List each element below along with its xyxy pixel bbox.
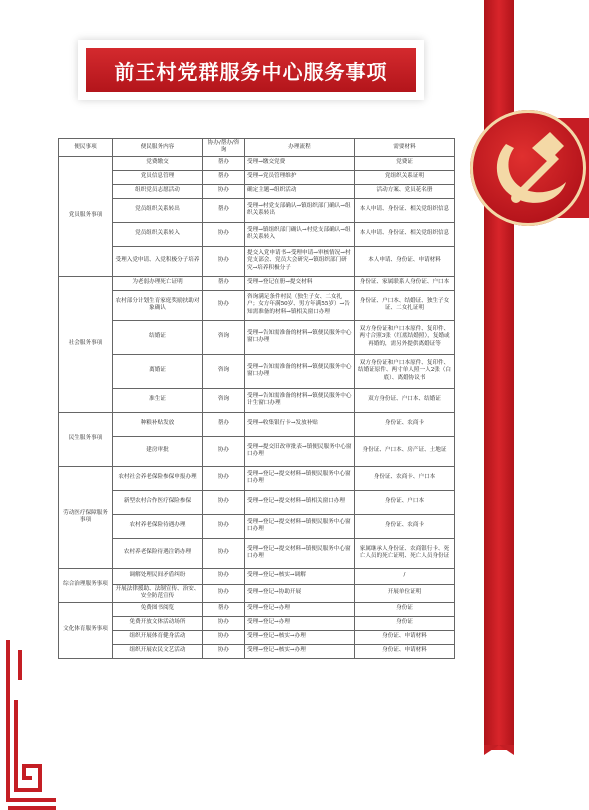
mode-cell: 协办 [203, 466, 245, 490]
table-row [59, 198, 455, 222]
header-content: 便民服务内容 [113, 139, 203, 157]
corner-frame-decoration [0, 640, 60, 810]
table-row [59, 276, 455, 290]
content-cell: 党员组织关系转入 [113, 222, 203, 246]
materials-cell: 身份证 [355, 602, 455, 616]
materials-cell: 身份证、农商卡 [355, 412, 455, 436]
content-cell: 种粮补贴发放 [113, 412, 203, 436]
process-cell: 受理→告知需准备的材料→镇便民服务中心窗口办理 [245, 320, 355, 354]
table-header-row [59, 139, 455, 157]
content-cell: 组织党员志愿活动 [113, 184, 203, 198]
mode-cell: 咨询 [203, 354, 245, 388]
materials-cell: 本人申请、身份证、相关党组织信息 [355, 222, 455, 246]
content-cell: 建房审批 [113, 436, 203, 466]
category-cell: 综合治理服务事项 [59, 568, 113, 602]
content-cell: 组织开展体育健身活动 [113, 630, 203, 644]
table-row [59, 490, 455, 514]
process-cell: 受理→镇组织部门确认→村党支部确认→组织关系转入 [245, 222, 355, 246]
content-cell: 免费开放文体活动场所 [113, 616, 203, 630]
process-cell: 受理→收集银行卡→发放补贴 [245, 412, 355, 436]
materials-cell: / [355, 568, 455, 584]
table-row [59, 436, 455, 466]
table-row [59, 584, 455, 602]
header-mode: 协办/帮办/咨询 [203, 139, 245, 157]
category-cell: 文化体育服务事项 [59, 602, 113, 658]
header-materials: 需要材料 [355, 139, 455, 157]
process-cell: 受理→登记→提交材料→镇便民服务中心窗口办理 [245, 514, 355, 538]
materials-cell: 身份证、户口本 [355, 490, 455, 514]
process-cell: 受理→缴交党费 [245, 156, 355, 170]
content-cell: 党费缴交 [113, 156, 203, 170]
content-cell: 农村社会养老保险参保申报办理 [113, 466, 203, 490]
process-cell: 咨询满足条件村民（独生子女、二女扎户；女方年满50岁、男方年满55岁）→告知需准备的材料→镇相关窗口办理 [245, 290, 355, 320]
content-cell: 结婚证 [113, 320, 203, 354]
materials-cell: 身份证、户口本、结婚证、独生子女证、二女扎证明 [355, 290, 455, 320]
table-row [59, 156, 455, 170]
process-cell: 受理→登记→办理 [245, 616, 355, 630]
mode-cell: 协办 [203, 490, 245, 514]
process-cell: 受理→登记→提交材料→镇便民服务中心窗口办理 [245, 538, 355, 568]
table-row [59, 320, 455, 354]
process-cell: 提交入党申请书→受理申请→审核情况→村党支部会、党员大会研究→镇组织部门研究→培养积极分子 [245, 246, 355, 276]
mode-cell: 咨询 [203, 320, 245, 354]
header-category: 便民事项 [59, 139, 113, 157]
mode-cell: 协办 [203, 568, 245, 584]
table-row [59, 568, 455, 584]
mode-cell: 协办 [203, 184, 245, 198]
content-cell: 党员组织关系转出 [113, 198, 203, 222]
table-row [59, 630, 455, 644]
mode-cell: 帮办 [203, 156, 245, 170]
content-cell: 农村部分计划生育家庭奖励扶助对象确认 [113, 290, 203, 320]
materials-cell: 身份证、申请材料 [355, 630, 455, 644]
mode-cell: 协办 [203, 436, 245, 466]
mode-cell: 协办 [203, 538, 245, 568]
process-cell: 受理→党员管理维护 [245, 170, 355, 184]
page-title: 前王村党群服务中心服务事项 [86, 48, 416, 92]
materials-cell: 家属继承人身份证、农商银行卡、死亡人员的死亡证明、死亡人员身份证 [355, 538, 455, 568]
process-cell: 受理→登记→提交材料→镇相关窗口办理 [245, 490, 355, 514]
process-cell: 受理→告知需准备的材料→镇便民服务中心计生窗口办理 [245, 388, 355, 412]
content-cell: 开展法律援助、法制宣传、治安、安全防范宣传 [113, 584, 203, 602]
table-row [59, 538, 455, 568]
materials-cell: 党组织关系证明 [355, 170, 455, 184]
materials-cell: 身份证 [355, 616, 455, 630]
content-cell: 为老弱办理死亡证明 [113, 276, 203, 290]
process-cell: 受理→告知需准备的材料→镇便民服务中心窗口办理 [245, 354, 355, 388]
mode-cell: 帮办 [203, 276, 245, 290]
process-cell: 受理→提交旧改审批表→镇便民服务中心窗口办理 [245, 436, 355, 466]
table-row [59, 170, 455, 184]
materials-cell: 双方身份证和户口本原件、复印件、两寸合照3张（红底结婚照），复婚或再婚的，需另外提供离婚证等 [355, 320, 455, 354]
mode-cell: 帮办 [203, 170, 245, 184]
mode-cell: 帮办 [203, 198, 245, 222]
mode-cell: 协办 [203, 644, 245, 658]
category-cell: 社会服务事项 [59, 276, 113, 412]
table-body [59, 156, 455, 658]
category-cell: 劳动医疗保障服务事项 [59, 466, 113, 568]
table-row [59, 246, 455, 276]
mode-cell: 协办 [203, 584, 245, 602]
title-banner [78, 40, 424, 100]
process-cell: 受理→登记在册→提交材料 [245, 276, 355, 290]
table-row [59, 184, 455, 198]
materials-cell: 身份证、户口本、房产证、土地证 [355, 436, 455, 466]
mode-cell: 协办 [203, 290, 245, 320]
table-row [59, 412, 455, 436]
content-cell: 新型农村合作医疗保险参保 [113, 490, 203, 514]
materials-cell: 党费证 [355, 156, 455, 170]
table-row [59, 602, 455, 616]
content-cell: 受理入党申请、入党积极分子培养 [113, 246, 203, 276]
process-cell: 受理→登记→核实→办理 [245, 630, 355, 644]
content-cell: 农村养老保险待遇办理 [113, 514, 203, 538]
table-row [59, 354, 455, 388]
mode-cell: 帮办 [203, 412, 245, 436]
table-row [59, 644, 455, 658]
party-emblem-icon [470, 110, 586, 226]
materials-cell: 活动方案、党员花名册 [355, 184, 455, 198]
mode-cell: 协办 [203, 514, 245, 538]
mode-cell: 协办 [203, 222, 245, 246]
process-cell: 受理→登记→提交材料→镇便民服务中心窗口办理 [245, 466, 355, 490]
content-cell: 离婚证 [113, 354, 203, 388]
table-row [59, 616, 455, 630]
process-cell: 确定主题→组织活动 [245, 184, 355, 198]
mode-cell: 协办 [203, 246, 245, 276]
table-row [59, 388, 455, 412]
content-cell: 调解处理民间矛盾纠纷 [113, 568, 203, 584]
content-cell: 党员信息管理 [113, 170, 203, 184]
table-row [59, 222, 455, 246]
content-cell: 农村养老保险待遇注销办理 [113, 538, 203, 568]
materials-cell: 开展单位证明 [355, 584, 455, 602]
process-cell: 受理→村党支部确认→镇组织部门确认→组织关系转出 [245, 198, 355, 222]
content-cell: 免费图书阅览 [113, 602, 203, 616]
header-process: 办理流程 [245, 139, 355, 157]
mode-cell: 帮办 [203, 602, 245, 616]
materials-cell: 本人申请、身份证、相关党组织信息 [355, 198, 455, 222]
category-cell: 党员服务事项 [59, 156, 113, 276]
category-cell: 民生服务事项 [59, 412, 113, 466]
materials-cell: 本人申请、身份证、申请材料 [355, 246, 455, 276]
materials-cell: 双方身份证和户口本原件、复印件、结婚证原件、两寸单人照一人2张（白底）、离婚协议书 [355, 354, 455, 388]
process-cell: 受理→登记→核实→办理 [245, 644, 355, 658]
materials-cell: 身份证、申请材料 [355, 644, 455, 658]
mode-cell: 咨询 [203, 388, 245, 412]
content-cell: 组织开展农民文艺活动 [113, 644, 203, 658]
table-row [59, 290, 455, 320]
ribbon-tip-decoration [484, 745, 514, 755]
process-cell: 受理→登记→核实→调解 [245, 568, 355, 584]
process-cell: 受理→登记→协助开展 [245, 584, 355, 602]
table-row [59, 514, 455, 538]
mode-cell: 协办 [203, 616, 245, 630]
materials-cell: 身份证、农商卡、户口本 [355, 466, 455, 490]
materials-cell: 身份证、家属联系人身份证、户口本 [355, 276, 455, 290]
mode-cell: 协办 [203, 630, 245, 644]
table-row [59, 466, 455, 490]
service-table [58, 138, 455, 659]
materials-cell: 身份证、农商卡 [355, 514, 455, 538]
materials-cell: 双方身份证、户口本、结婚证 [355, 388, 455, 412]
process-cell: 受理→登记→办理 [245, 602, 355, 616]
content-cell: 准生证 [113, 388, 203, 412]
